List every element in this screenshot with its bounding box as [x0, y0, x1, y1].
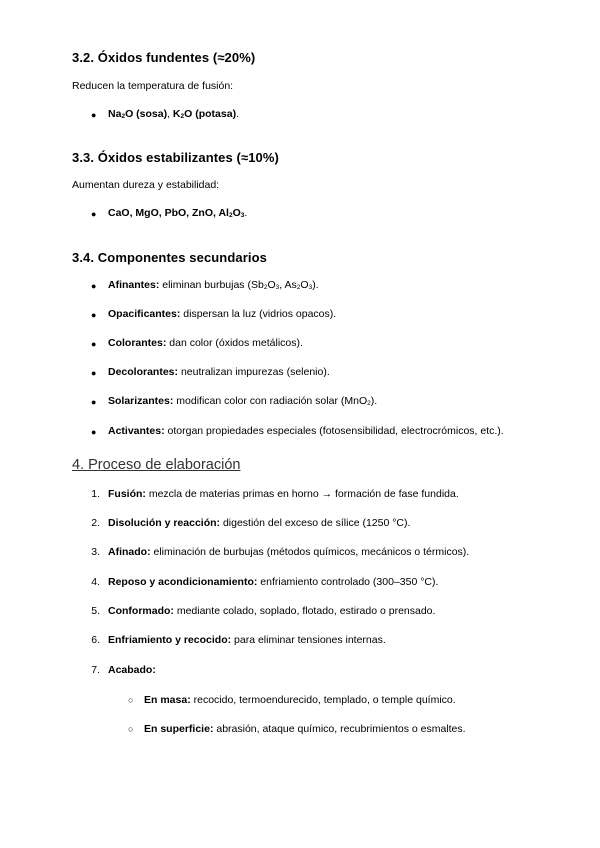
step-fusion: Fusión: mezcla de materias primas en horno → formación de fase fundida.	[108, 488, 459, 500]
step-number: 1.	[91, 488, 100, 500]
list-item-activantes: Activantes: otorgan propiedades especiales (fotosensibilidad, electrocrómicos, etc.).	[108, 425, 504, 437]
substep-en-superficie: En superficie: abrasión, ataque químico, recubrimientos o esmaltes.	[144, 723, 466, 735]
step-number: 5.	[91, 605, 100, 617]
section-3-2-heading: 3.2. Óxidos fundentes (≈20%)	[72, 50, 256, 65]
bullet-icon: ●	[91, 427, 97, 437]
step-number: 3.	[91, 546, 100, 558]
list-item: CaO, MgO, PbO, ZnO, $Al_2O_3$.	[108, 207, 248, 219]
circle-bullet-icon: ○	[128, 724, 134, 734]
step-acabado: Acabado:	[108, 664, 156, 676]
step-number: 6.	[91, 634, 100, 646]
substep-en-masa: En masa: recocido, termoendurecido, templado, o temple químico.	[144, 694, 456, 706]
section-4-heading: 4. Proceso de elaboración	[72, 457, 241, 473]
list-item: $Na_2O$ (sosa), $K_2O$ (potasa).	[108, 108, 239, 120]
step-enfriamiento: Enfriamiento y recocido: para eliminar tensiones internas.	[108, 634, 386, 646]
step-disolucion: Disolución y reacción: digestión del exceso de sílice (1250 °C).	[108, 517, 411, 529]
bullet-icon: ●	[91, 397, 97, 407]
step-number: 4.	[91, 576, 100, 588]
step-afinado: Afinado: eliminación de burbujas (métodos químicos, mecánicos o térmicos).	[108, 546, 470, 558]
section-3-2-description: Reducen la temperatura de fusión:	[72, 80, 234, 92]
section-3-4-heading: 3.4. Componentes secundarios	[72, 250, 267, 265]
circle-bullet-icon: ○	[128, 695, 134, 705]
list-item-afinantes: Afinantes: eliminan burbujas ($Sb_2O_3$, $As_2O_3$).	[108, 279, 319, 291]
step-number: 2.	[91, 517, 100, 529]
section-3-3-heading: 3.3. Óxidos estabilizantes (≈10%)	[72, 150, 279, 165]
list-item-decolorantes: Decolorantes: neutralizan impurezas (selenio).	[108, 366, 330, 378]
bullet-icon: ●	[91, 310, 97, 320]
list-item-colorantes: Colorantes: dan color (óxidos metálicos).	[108, 337, 303, 349]
step-number: 7.	[91, 664, 100, 676]
bullet-icon: ●	[91, 209, 97, 219]
list-item-opacificantes: Opacificantes: dispersan la luz (vidrios opacos).	[108, 308, 337, 320]
section-3-3-description: Aumentan dureza y estabilidad:	[72, 179, 220, 191]
bullet-icon: ●	[91, 339, 97, 349]
bullet-icon: ●	[91, 281, 97, 291]
step-reposo: Reposo y acondicionamiento: enfriamiento controlado (300–350 °C).	[108, 576, 439, 588]
list-item-solarizantes: Solarizantes: modifican color con radiación solar (MnO$_2$).	[108, 395, 378, 407]
step-conformado: Conformado: mediante colado, soplado, flotado, estirado o prensado.	[108, 605, 436, 617]
bullet-icon: ●	[91, 110, 97, 120]
bullet-icon: ●	[91, 368, 97, 378]
